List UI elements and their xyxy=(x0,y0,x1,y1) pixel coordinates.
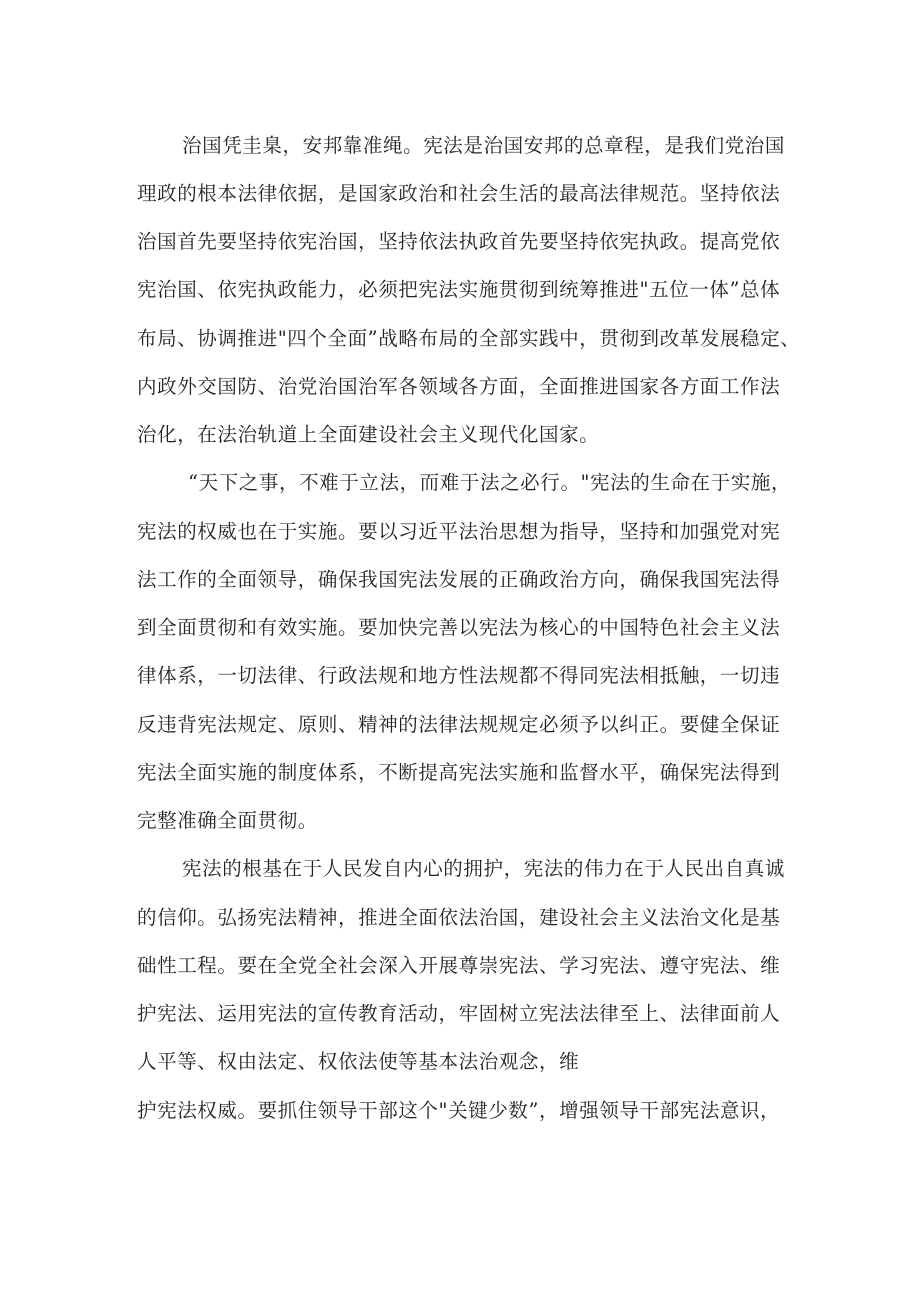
paragraph-3-line-4: 护宪法、运用宪法的宣传教育活动，牢固树立宪法法律至上、法律面前人 xyxy=(137,1002,781,1025)
paragraph-3-line-5: 人平等、权由法定、权依法使等基本法治观念，维 xyxy=(137,1050,580,1073)
paragraph-2-line-8: 完整准确全面贯彻。 xyxy=(137,809,318,832)
paragraph-3-line-2: 的信仰。弘扬宪法精神，推进全面依法治国，建设社会主义法治文化是基 xyxy=(137,906,781,929)
paragraph-2-line-3: 法工作的全面领导，确保我国宪法发展的正确政治方向，确保我国宪法得 xyxy=(137,568,781,591)
paragraph-1-line-7: 治化，在法治轨道上全面建设社会主义现代化国家。 xyxy=(137,423,600,446)
paragraph-1-line-4: 宪治国、依宪执政能力，必须把宪法实施贯彻到统筹推进"五位一体”总体 xyxy=(137,278,781,301)
paragraph-2-line-7: 宪法全面实施的制度体系，不断提高宪法实施和监督水平，确保宪法得到 xyxy=(137,761,781,784)
paragraph-3-line-3: 础性工程。要在全党全社会深入开展尊崇宪法、学习宪法、遵守宪法、维 xyxy=(137,954,781,977)
paragraph-2-line-1: “天下之事，不难于立法，而难于法之必行。"宪法的生命在于实施， xyxy=(188,471,792,494)
paragraph-3-line-1: 宪法的根基在于人民发自内心的拥护，宪法的伟力在于人民出自真诚 xyxy=(182,857,786,880)
paragraph-3-line-6: 护宪法权威。要抓住领导干部这个"关键少数”，增强领导干部宪法意识， xyxy=(137,1099,781,1122)
paragraph-1-line-5: 布局、协调推进"四个全面”战略布局的全部实践中，贯彻到改革发展稳定、 xyxy=(137,327,801,350)
paragraph-2-line-4: 到全面贯彻和有效实施。要加快完善以宪法为核心的中国特色社会主义法 xyxy=(137,616,781,639)
paragraph-2-line-6: 反违背宪法规定、原则、精神的法律法规规定必须予以纠正。要健全保证 xyxy=(137,713,781,736)
paragraph-2-line-2: 宪法的权威也在于实施。要以习近平法治思想为指导，坚持和加强党对宪 xyxy=(137,520,781,543)
paragraph-1-line-1: 治国凭圭臬，安邦靠准绳。宪法是治国安邦的总章程，是我们党治国 xyxy=(182,134,786,157)
paragraph-1-line-3: 治国首先要坚持依宪治国，坚持依法执政首先要坚持依宪执政。提高党依 xyxy=(137,230,781,253)
paragraph-2-line-5: 律体系，一切法律、行政法规和地方性法规都不得同宪法相抵触，一切违 xyxy=(137,664,781,687)
paragraph-1-line-6: 内政外交国防、治党治国治军各领域各方面，全面推进国家各方面工作法 xyxy=(137,375,781,398)
paragraph-1-line-2: 理政的根本法律依据，是国家政治和社会生活的最高法律规范。坚持依法 xyxy=(137,182,781,205)
